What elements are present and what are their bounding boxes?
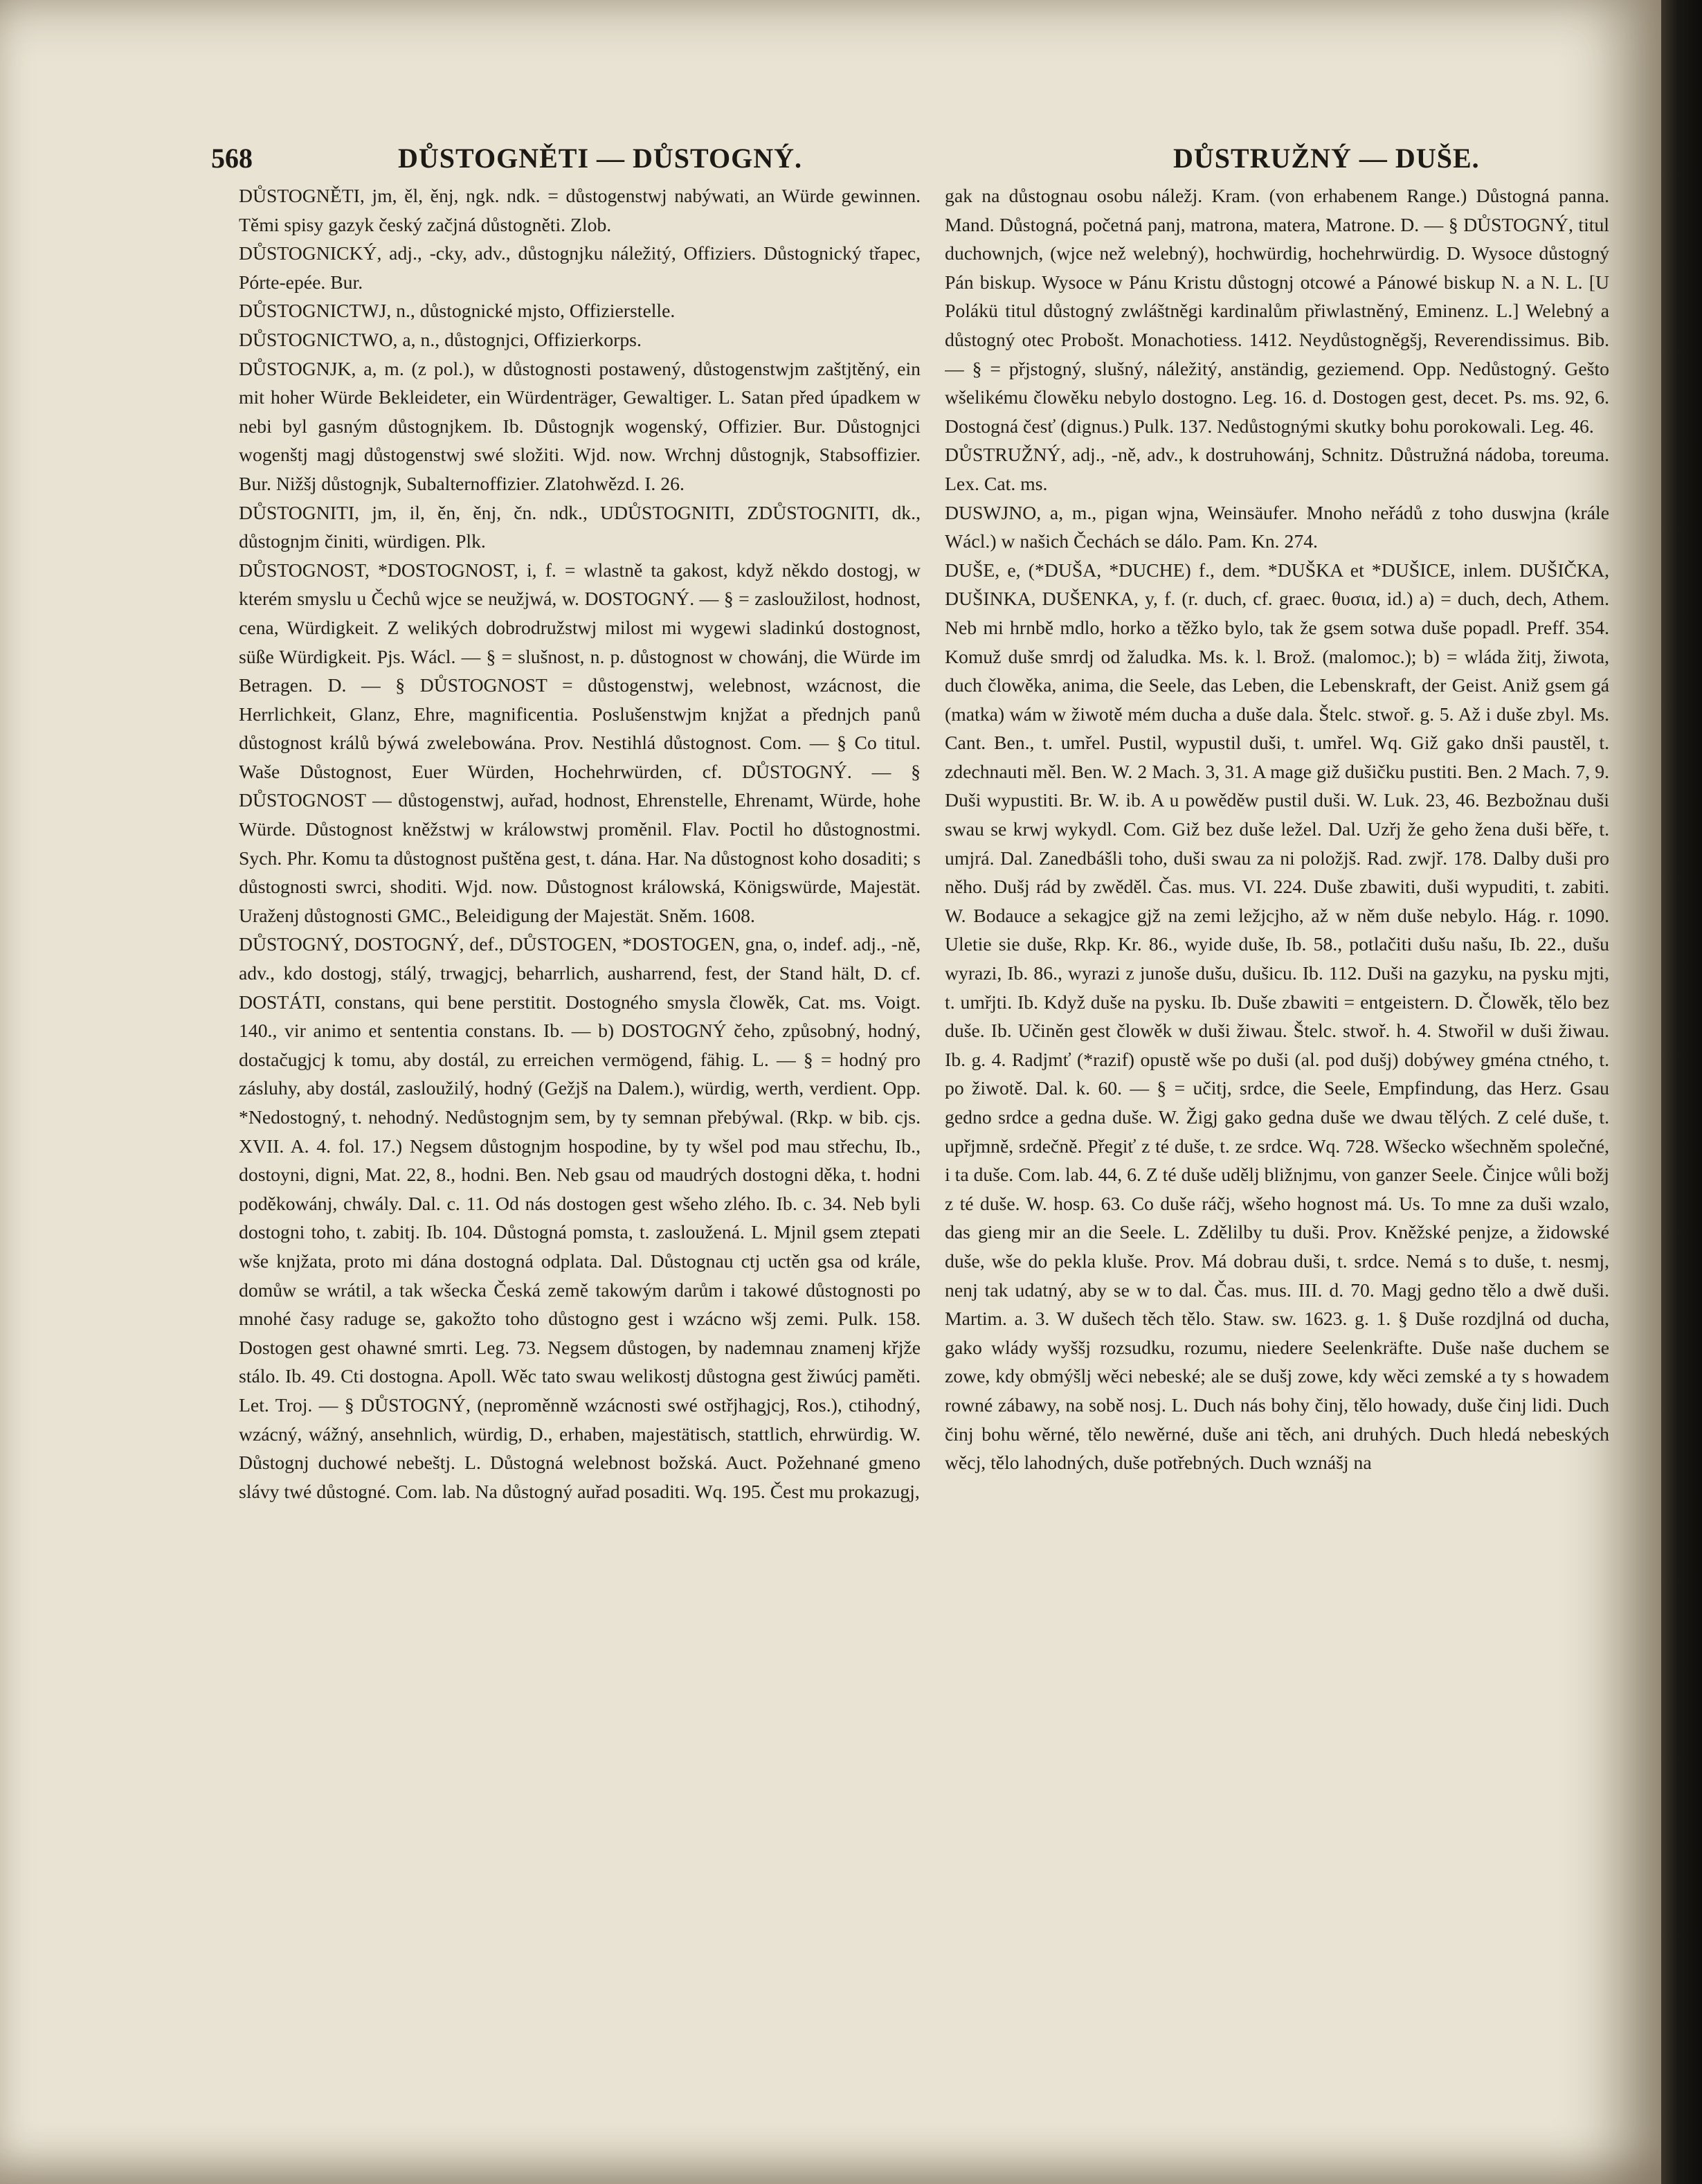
- entry-dustruzny: DŮSTRUŽNÝ, adj., -ně, adv., k dostruhowánj, Schnitz. Důstružná nádoba, toreuma. Lex. Cat. ms.: [945, 444, 1609, 494]
- entry-dustogny: DŮSTOGNÝ, DOSTOGNÝ, def., DŮSTOGEN, *DOSTOGEN, gna, o, indef. adj., -ně, adv., kdo dostogj, stálý, trwagjcj, beharrlich, ausharrend, fest, der Stand hält, D. cf. DOSTÁTI, constans, qui bene perstitit. Dostogného smysla člowěk, Cat. ms. Voigt. 140., vir animo et sententia constans. Ib. — b) DOSTOGNÝ čeho, způsobný, hodný, dostačugjcj k tomu, aby dostál, zu erreichen vermögend, fähig. L. — § = hodný pro zásluhy, aby dostál, zasloužilý, hodný (Gežjš na Dalem.), würdig, werth, verdient. Opp. *Nedostogný, t. nehodný. Nedůstognjm sem, by ty semnan přebýwal. (Rkp. w bib. cjs. XVII. A. 4. fol. 17.) Negsem důstognjm hospodine, by ty wšel pod mau střechu, Ib., dostoyni, digni, Mat. 22, 8., hodni. Ben. Neb gsau od maudrých dostogni děka, t. hodni poděkowánj, chwály. Dal. c. 11. Od nás dostogen gest wšeho zlého. Ib. c. 34. Neb byli dostogni toho, t. zabitj. Ib. 104. Důstogná pomsta, t. zasloužená. L. Mjnil gsem ztepati wše knjžata, proto mi dána dostogná odplata. Dal. Důstognau ctj uctěn gsa od krále, domůw se wrátil, a tak wšecka Česká země takowým darům i takowé důstognosti po mnohé časy raduge se, gakožto toho důstogno gest i wzácno wšj zemi. Pulk. 158. Dostogen gest ohawné smrti. Leg. 73. Negsem důstogen, by nademnau znamenj křjže stálo. Ib. 49. Cti dostogna. Apoll. Wěc tato swau welikostj důstogna gest žiwúcj paměti. Let. Troj. — § DŮSTOGNÝ, (neproměnně wzácnosti swé ostřjhagjcj, Ros.), ctihodný, wzácný, wážný, ansehnlich, würdig, D., erhaben, majestätisch, stattlich, ehrwürdig. W. Důstognj duchowé nebeštj. L. Důstogná welebnost božská. Auct. Požehnané gmeno slávy twé důstogné. Com. lab. Na důstogný auřad posaditi. Wq. 195. Čest mu prokazugj,: [239, 933, 921, 1502]
- page-number: 568: [211, 143, 253, 174]
- running-head-right: DŮSTRUŽNÝ — DUŠE.: [1173, 143, 1480, 174]
- entry-dustogniti: DŮSTOGNITI, jm, il, ěn, ěnj, čn. ndk., UDŮSTOGNITI, ZDŮSTOGNITI, dk., důstognjm činiti, würdigen. Plk.: [239, 501, 921, 552]
- right-column: [945, 181, 1609, 2142]
- entry-dustogneti: DŮSTOGNĚTI, jm, ěl, ěnj, ngk. ndk. = důstogenstwj nabýwati, an Würde gewinnen. Těmi spisy gazyk český začjná důstogněti. Zlob.: [239, 185, 921, 235]
- entry-dustognictwj: DŮSTOGNICTWJ, n., důstognické mjsto, Offizierstelle.: [239, 300, 676, 322]
- entry-dustogny-continued: gak na důstognau osobu náležj. Kram. (von erhabenem Range.) Důstogná panna. Mand. Důstogná, početná panj, matrona, matera, Matrone. D. — § DŮSTOGNÝ, titul duchownjch, (wjce než welebný), hochwürdig, hochehrwürdig. D. Wysoce důstogný Pán biskup. Wysoce w Pánu Kristu důstognj otcowé a Pánowé biskup N. a N. L. [U Polákü titul důstogný zwláštněgi kardinalům přiwlastněný, Eminenz. L.] Welebný a důstogný otec Probošt. Monachotiess. 1412. Neydůstogněgšj, Reverendissimus. Bib. — § = přjstogný, slušný, náležitý, anständig, geziemend. Opp. Nedůstogný. Gešto wšelikému člowěku nebylo dostogno. Leg. 16. d. Dostogen gest, decet. Ps. ms. 92, 6. Dostogná česť (dignus.) Pulk. 137. Nedůstognými skutky bohu porokowali. Leg. 46.: [945, 185, 1609, 437]
- page-header: [211, 142, 1630, 183]
- entry-dustognjk: DŮSTOGNJK, a, m. (z pol.), w důstognosti postawený, důstogenstwjm zaštjtěný, ein mit hoher Würde Bekleideter, ein Würdenträger, Gewaltiger. L. Satan před úpadkem w nebi byl gasným důstognjkem. Ib. Důstognjk wogenský, Offizier. Bur. Důstognjci wogenštj magj důstogenstwj swé složiti. Wjd. now. Wrchnj důstognjk, Stabsoffizier. Bur. Nižšj důstognjk, Subalternoffizier. Zlatohwězd. I. 26.: [239, 357, 921, 494]
- running-head-left: DŮSTOGNĚTI — DŮSTOGNÝ.: [398, 143, 802, 174]
- entry-duswjno: DUSWJNO, a, m., pigan wjna, Weinsäufer. Mnoho neřádů z toho duswjna (krále Wácl.) w našich Čechách se dálo. Pam. Kn. 274.: [945, 501, 1609, 552]
- entry-dustognictwo: DŮSTOGNICTWO, a, n., důstognjci, Offizierkorps.: [239, 328, 642, 350]
- book-edge: [1661, 0, 1702, 2184]
- entry-duse: DUŠE, e, (*DUŠA, *DUCHE) f., dem. *DUŠKA et *DUŠICE, inlem. DUŠIČKA, DUŠINKA, DUŠENKA, y, f. (r. duch, cf. graec. θυσια, id.) a) = duch, dech, Athem. Neb mi hrnbě mdlo, horko a těžko bylo, tak že gsem sotwa duše popadl. Preff. 354. Komuž duše smrdj od žaludka. Ms. k. l. Brož. (malomoc.); b) = wláda žitj, žiwota, duch člowěka, anima, die Seele, das Leben, die Lebenskraft, der Geist. Aniž gsem gá (matka) wám w žiwotě mém ducha a duše dala. Štelc. stwoř. g. 5. Až i duše zbyl. Ms. Cant. Ben., t. umřel. Pustil, wypustil duši, t. umřel. Wq. Giž gako dnši paustěl, t. zdechnauti měl. Ben. W. 2 Mach. 3, 31. A mage giž dušičku pustiti. Ben. 2 Mach. 7, 9. Duši wypustiti. Br. W. ib. A u powěděw pustil duši. W. Luk. 23, 46. Bezbožnau duši swau se krwj wykydl. Com. Giž bez duše ležel. Dal. Uzřj že geho žena duši běře, t. umjrá. Dal. Zanedbášli toho, duši swau za ni položjš. Rad. zwjř. 178. Dalby duši pro něho. Dušj rád by zwěděl. Čas. mus. VI. 224. Duše zbawiti, duši wypuditi, t. zabiti. W. Bodauce a sekagjce gjž na zemi ležjcjho, až w něm duše nebylo. Hág. r. 1090. Uletie sie duše, Rkp. Kr. 86., wyide duše, Ib. 58., potlačiti dušu našu, Ib. 22., dušu wyrazi, Ib. 86., wyrazi z junoše dušu, dušicu. Ib. 112. Duši na gazyku, na pysku mjti, t. umřjti. Ib. Když duše na pysku. Ib. Duše zbawiti = entgeistern. D. Člowěk, tělo bez duše. Ib. Učiněn gest člowěk w duši žiwau. Štelc. stwoř. h. 4. Stwořil w duši žiwau. Ib. g. 4. Radjmť (*razif) opustě wše po duši (al. pod dušj) dobýwey gména ctného, t. po žiwotě. Dal. k. 60. — § = učitj, srdce, die Seele, Empfindung, das Herz. Gsau gedno srdce a gedna duše. W. Žigj gako gedna duše we dwau tělých. Z celé duše, t. upřjmně, srdečně. Přegiť z té duše, t. ze srdce. Wq. 728. Wšecko wšechněm společné, i ta duše. Com. lab. 44, 6. Z té duše udělj bližnjmu, von ganzer Seele. Činjce wůli božj z té duše. W. hosp. 63. Co duše ráčj, wšeho hognost má. Us. To mne za duši wzalo, das gieng mir an die Seele. L. Zdělilby tu duši. Prov. Kněžské penjze, a židowské duše, wše do pekla kluše. Prov. Má dobrau duši, t. srdce. Nemá s to duše, t. nesmj, nenj tak udatný, aby se w to dal. Čas. mus. III. d. 70. Magj gedno tělo a dwě duši. Martim. a. 3. W dušech těch tělo. Staw. sw. 1623. g. 1. § Duše rozdjlná od ducha, gako wlády wyššj rozsudku, rozumu, niedere Seelenkräfte. Duše naše duchem se zowe, kdy obmýšlj wěci nebeské; ale se dušj zowe, kdy wěci zemské a ty s howadem rowné zábawy, na sobě nosj. L. Duch nás bohy činj, tělo howady, duše činj lidi. Duch činj bohu wěrné, tělo newěrné, duše ani těch, ani druhých. Duch hledá nebeských wěcj, tělo lahodných, duše potřebných. Duch wznášj na: [945, 559, 1609, 1474]
- entry-dustognicky: DŮSTOGNICKÝ, adj., -cky, adv., důstognjku náležitý, Offiziers. Důstognický třapec, Pórte-epée. Bur.: [239, 242, 921, 293]
- entry-dustognost: DŮSTOGNOST, *DOSTOGNOST, i, f. = wlastně ta gakost, když někdo dostogj, w kterém smyslu u Čechů wjce se neužjwá, w. DOSTOGNÝ. — § = zasloužilost, hodnost, cena, Würdigkeit. Z welikých dobrodružstwj milost mi wygewi sladinkú dostognost, süße Würdigkeit. Pjs. Wácl. — § = slušnost, n. p. důstognost w chowánj, die Würde im Betragen. D. — § DŮSTOGNOST = důstogenstwj, welebnost, wzácnost, die Herrlichkeit, Glanz, Ehre, magnificentia. Poslušenstwjm knjžat a přednjch panů důstognost králů býwá zwelebowána. Prov. Nestihlá důstognost. Com. — § Co titul. Waše Důstognost, Euer Würden, Hochehrwürden, cf. DŮSTOGNÝ. — § DŮSTOGNOST — důstogenstwj, auřad, hodnost, Ehrenstelle, Ehrenamt, Würde, hohe Würde. Důstognost kněžstwj w králowstwj proměnil. Flav. Poctil ho důstognostmi. Sych. Phr. Komu ta důstognost puštěna gest, t. dána. Har. Na důstognost koho dosaditi; s důstognosti swrci, shoditi. Wjd. now. Důstognost králowská, Königswürde, Majestät. Uraženj důstognosti GMC., Beleidigung der Majestät. Sněm. 1608.: [239, 559, 921, 926]
- left-column: [239, 181, 921, 2142]
